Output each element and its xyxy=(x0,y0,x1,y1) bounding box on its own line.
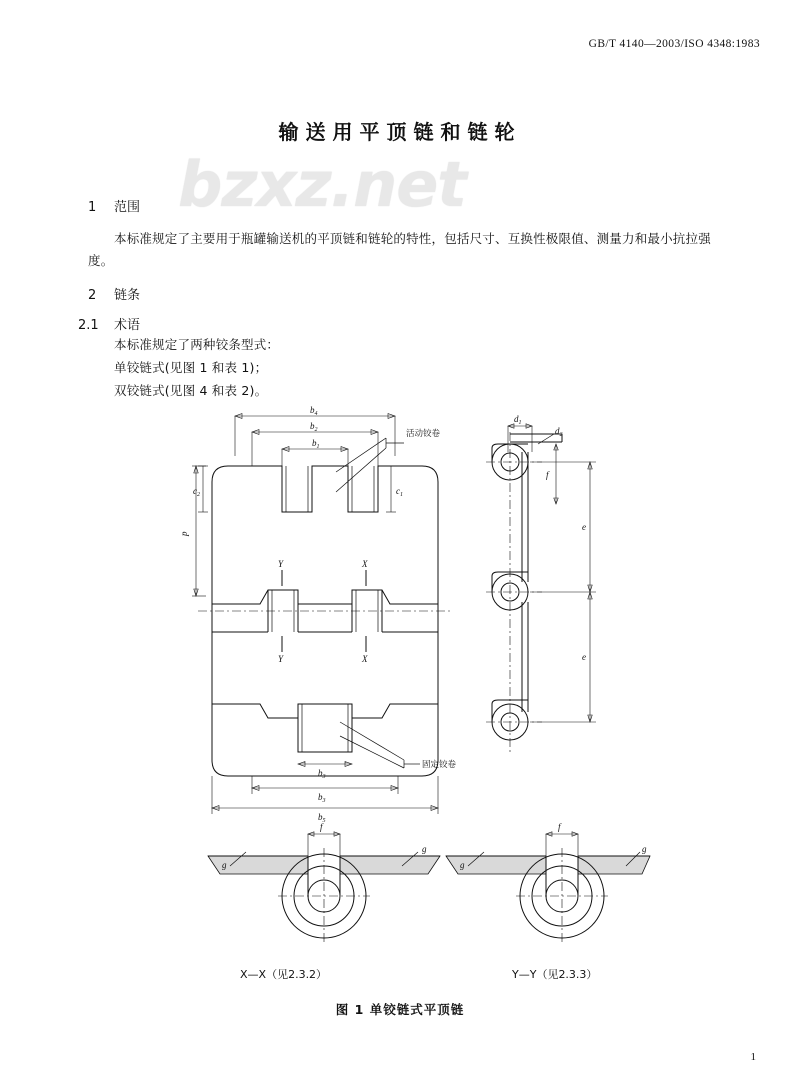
watermark-text: bzxz.net xyxy=(178,148,466,221)
section-number-2-1: 2.1 xyxy=(78,318,99,333)
dim-label-b5: $b_5$ xyxy=(318,812,326,824)
dim-label-b2: $b_2$ xyxy=(310,421,318,433)
callout-moving-hinge: 活动铰卷 xyxy=(406,429,441,439)
section-label-2-1: 术语 xyxy=(114,318,141,333)
figure-caption: 图 1 单铰链式平顶链 xyxy=(335,1002,465,1017)
section-y-y-view xyxy=(446,822,650,944)
terms-intro: 本标准规定了两种铰条型式： xyxy=(114,337,280,352)
dim-label-e1: e xyxy=(582,522,586,532)
dim-label-c2: $c_2$ xyxy=(193,486,200,498)
dim-label-f: f xyxy=(546,470,549,480)
dim-label-g-y2: g xyxy=(642,844,647,854)
section-mark-x-top: X xyxy=(362,559,368,569)
section-mark-x-bottom: X xyxy=(362,654,368,664)
page-title: 输送用平顶链和链轮 xyxy=(278,120,522,144)
section-x-caption: X—X（见2.3.2） xyxy=(240,968,328,981)
section-number-2: 2 xyxy=(88,288,97,303)
scope-paragraph: 本标准规定了主要用于瓶罐输送机的平顶链和链轮的特性，包括尺寸、互换性极限值、测量力和最小抗拉强度。 xyxy=(88,231,711,268)
section-x-x-view xyxy=(208,822,440,944)
callout-fixed-hinge: 固定铰卷 xyxy=(422,760,457,770)
dim-label-g-y: g xyxy=(460,860,465,870)
dim-label-d1: $d_1$ xyxy=(514,414,522,426)
figure-1-drawing xyxy=(179,404,660,1004)
section-label-2: 链条 xyxy=(114,288,141,303)
section-y-caption: Y—Y（见2.3.3） xyxy=(512,968,598,981)
dim-label-f-y: f xyxy=(558,822,561,832)
dim-label-g-x: g xyxy=(222,860,227,870)
terms-item-1: 单铰链式(见图 1 和表 1)； xyxy=(114,360,268,375)
section-heading-chain xyxy=(88,284,140,303)
section-heading-scope xyxy=(88,196,140,215)
dim-label-b4: $b_4$ xyxy=(310,405,318,417)
dim-label-f-x: f xyxy=(320,822,323,832)
section-label-1: 范围 xyxy=(114,200,141,215)
standard-reference: GB/T 4140—2003/ISO 4348:1983 xyxy=(588,38,760,50)
dim-label-e2: e xyxy=(582,652,586,662)
dim-label-g-x2: g xyxy=(422,844,427,854)
dim-label-b1: $b_1$ xyxy=(312,438,320,450)
dim-label-p: p xyxy=(179,531,189,536)
dim-label-c1: $c_1$ xyxy=(396,486,403,498)
section-heading-terms xyxy=(78,314,140,333)
section-mark-y-top: Y xyxy=(278,559,284,569)
section-number-1: 1 xyxy=(88,200,97,215)
dim-label-d2: $d_2$ xyxy=(555,426,563,438)
page-number: 1 xyxy=(750,1051,756,1063)
dim-label-b3b: $b_3$ xyxy=(318,792,326,804)
section-mark-y-bottom: Y xyxy=(278,654,284,664)
terms-item-2: 双铰链式(见图 4 和表 2)。 xyxy=(114,383,268,398)
dim-label-b3: $b_3$ xyxy=(318,768,326,780)
